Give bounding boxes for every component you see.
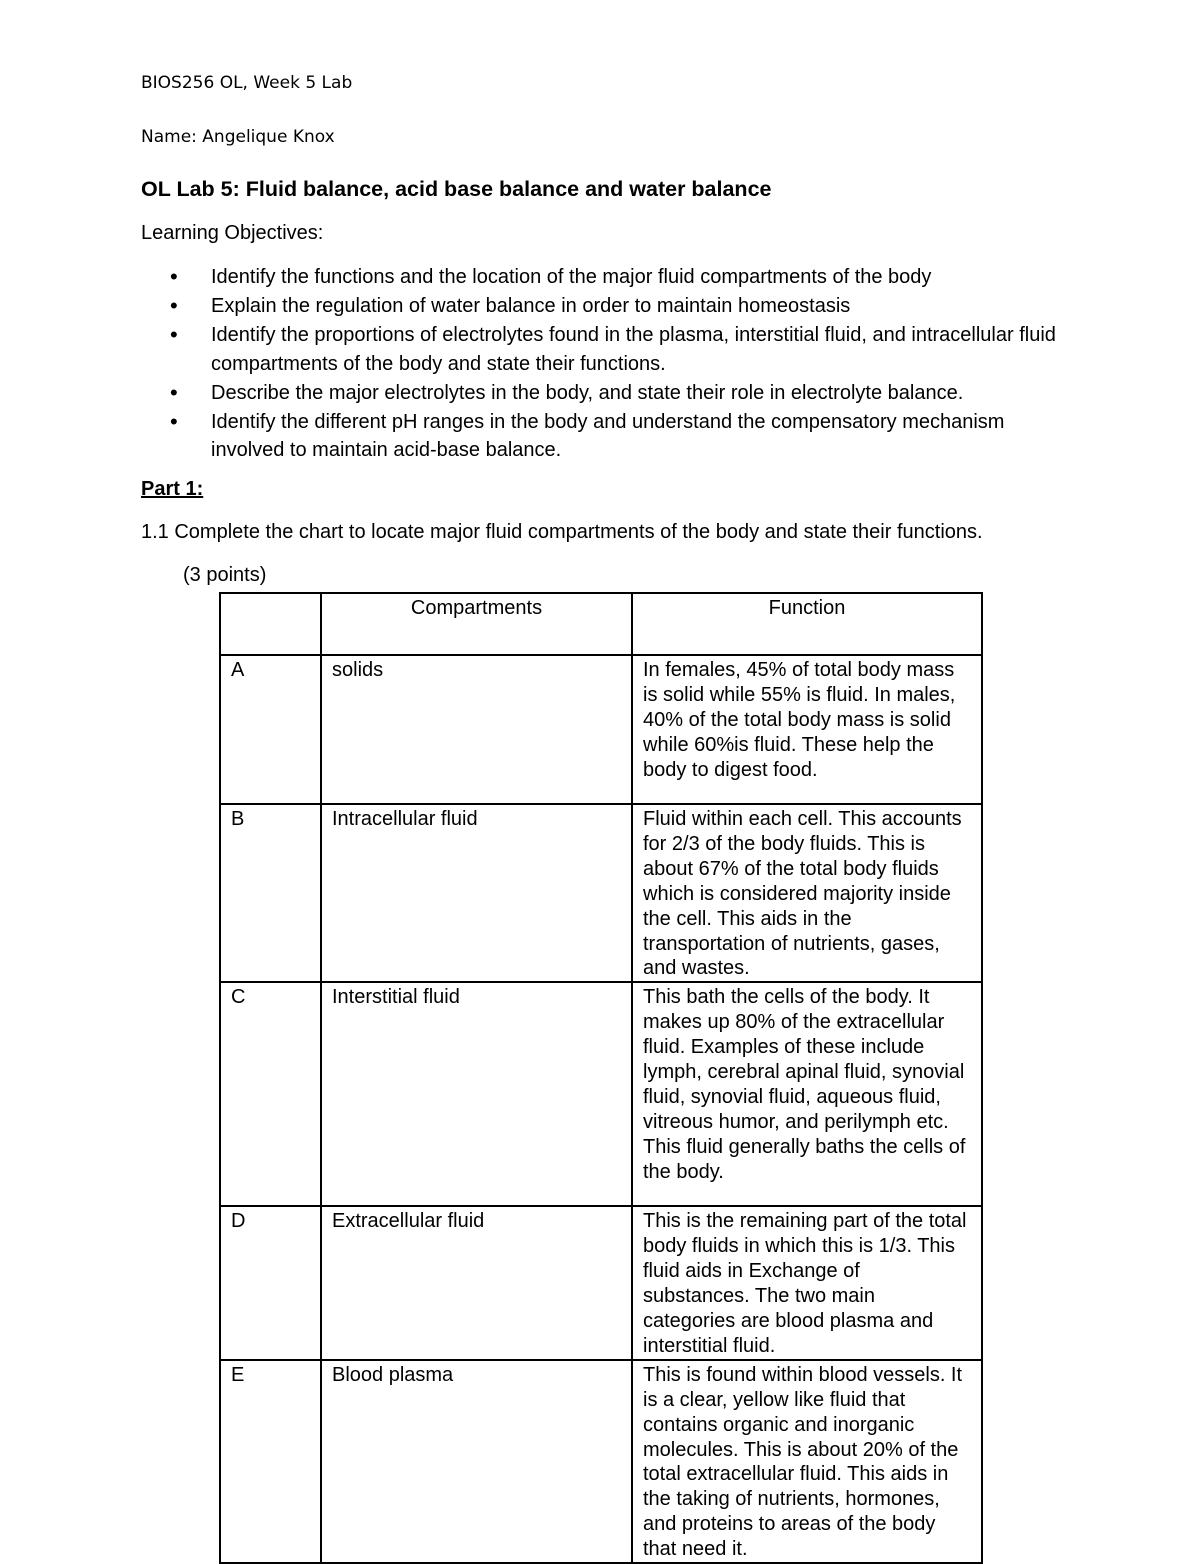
row-letter: E [220, 1360, 321, 1563]
row-function: In females, 45% of total body mass is solid while 55% is fluid. In males, 40% of the total body mass is solid while 60%is fluid. These help the body to digest food. [632, 655, 982, 804]
row-compartment: Blood plasma [321, 1360, 632, 1563]
table-row [220, 804, 982, 982]
table-row [220, 655, 982, 804]
header-cell-compartments: Compartments [321, 593, 632, 655]
objective-item: • Identify the different pH ranges in the body and understand the compensatory mechanism involved to maintain acid-base balance. [170, 408, 1070, 465]
table-row [220, 982, 982, 1206]
row-letter: C [220, 982, 321, 1206]
course-header: BIOS256 OL, Week 5 Lab [141, 73, 353, 93]
objective-item: • Identify the functions and the location of the major fluid compartments of the body [170, 263, 1070, 292]
row-compartment: Interstitial fluid [321, 982, 632, 1206]
learning-objectives-heading: Learning Objectives: [141, 222, 324, 244]
row-compartment: solids [321, 655, 632, 804]
row-letter: B [220, 804, 321, 982]
objective-item: • Explain the regulation of water balance in order to maintain homeostasis [170, 292, 1070, 321]
row-letter: D [220, 1206, 321, 1359]
header-cell-blank [220, 593, 321, 655]
row-compartment: Intracellular fluid [321, 804, 632, 982]
row-function: This is found within blood vessels. It is a clear, yellow like fluid that contains organic and inorganic molecules. This is about 20% of the total extracellular fluid. This aids in the taking of nutrients, hormones, and proteins to areas of the body that need it. [632, 1360, 982, 1563]
student-name: Name: Angelique Knox [141, 127, 335, 147]
table-row [220, 1360, 982, 1563]
lab-title: OL Lab 5: Fluid balance, acid base balance and water balance [141, 177, 772, 201]
table-row [220, 1206, 982, 1359]
learning-objectives-list [170, 263, 1070, 465]
fluid-compartments-table [219, 592, 983, 1564]
row-function: Fluid within each cell. This accounts for 2/3 of the body fluids. This is about 67% of the total body fluids which is considered majority inside the cell. This aids in the transportation of nutrients, gases, and wastes. [632, 804, 982, 982]
table-header-row [220, 593, 982, 655]
row-compartment: Extracellular fluid [321, 1206, 632, 1359]
header-cell-function: Function [632, 593, 982, 655]
question-points: (3 points) [183, 564, 267, 586]
part-1-heading: Part 1: [141, 478, 204, 500]
row-function: This bath the cells of the body. It makes up 80% of the extracellular fluid. Examples of these include lymph, cerebral apinal fluid, synovial fluid, synovial fluid, aqueous fluid, vitreous humor, and perilymph etc. This fluid generally baths the cells of the body. [632, 982, 982, 1206]
row-function: This is the remaining part of the total body fluids in which this is 1/3. This fluid aids in Exchange of substances. The two main categories are blood plasma and interstitial fluid. [632, 1206, 982, 1359]
question-1-1: 1.1 Complete the chart to locate major fluid compartments of the body and state their functions. [141, 521, 983, 543]
row-letter: A [220, 655, 321, 804]
objective-item: • Identify the proportions of electrolytes found in the plasma, interstitial fluid, and intracellular fluid compartments of the body and state their functions. [170, 321, 1070, 378]
objective-item: • Describe the major electrolytes in the body, and state their role in electrolyte balance. [170, 379, 1070, 408]
